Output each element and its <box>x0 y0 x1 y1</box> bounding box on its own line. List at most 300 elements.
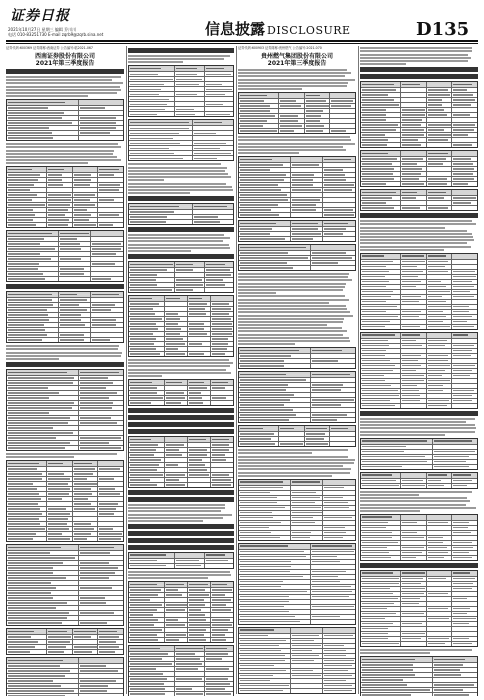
table-cell <box>165 598 188 602</box>
table-cell <box>401 128 427 132</box>
table-row <box>129 220 233 224</box>
table-cell <box>427 592 453 596</box>
table-cell <box>129 646 175 651</box>
table-cell <box>7 277 59 281</box>
section-bar <box>128 254 234 259</box>
table-cell <box>330 432 355 436</box>
table-cell <box>165 483 188 487</box>
table-cell <box>211 302 233 306</box>
table-cell <box>361 546 401 550</box>
table-cell <box>165 396 188 400</box>
table-cell <box>7 640 47 644</box>
table-cell <box>79 664 123 668</box>
table-cell <box>239 383 311 387</box>
table-cell <box>175 87 204 91</box>
table-cell <box>427 515 453 520</box>
table-cell <box>59 318 92 322</box>
table-cell <box>47 173 73 177</box>
table-cell <box>175 97 204 101</box>
text-line <box>128 369 226 371</box>
text-line <box>6 348 118 350</box>
table-cell <box>427 546 453 550</box>
announcement-body <box>6 69 124 696</box>
table-cell <box>427 143 453 147</box>
table-row <box>7 277 123 281</box>
table-cell <box>98 198 123 202</box>
table-cell <box>427 133 453 137</box>
text-line <box>238 69 347 71</box>
table-cell <box>291 168 324 172</box>
table-cell <box>211 463 233 467</box>
table-cell <box>361 587 401 591</box>
table-cell <box>7 126 79 130</box>
table-cell <box>427 295 453 299</box>
section-bar <box>128 422 234 427</box>
table-cell <box>361 270 401 274</box>
table-cell <box>188 468 211 472</box>
table-cell <box>73 198 99 202</box>
table-cell <box>239 372 311 377</box>
masthead-rule-thin <box>6 43 478 44</box>
table-cell <box>427 177 453 181</box>
table-cell <box>98 497 123 501</box>
table-cell <box>361 551 401 555</box>
table-cell <box>79 601 123 605</box>
table-cell <box>323 679 355 683</box>
table-cell <box>175 662 204 666</box>
text-line <box>360 223 476 225</box>
data-table <box>6 99 124 141</box>
table-cell <box>129 77 175 81</box>
table-cell <box>361 118 401 122</box>
table-cell <box>98 522 123 526</box>
table-cell <box>239 526 291 530</box>
table-cell <box>323 501 355 505</box>
column-2 <box>128 46 234 696</box>
table-cell <box>452 556 477 560</box>
table-cell <box>211 483 233 487</box>
table-cell <box>129 141 193 145</box>
text-line <box>6 358 59 360</box>
table-cell <box>401 254 427 259</box>
table-cell <box>205 692 233 696</box>
table-cell <box>311 408 355 412</box>
table-cell <box>361 93 401 97</box>
table-cell <box>323 173 355 177</box>
table-cell <box>129 662 175 666</box>
table-cell <box>73 188 99 192</box>
table-cell <box>73 178 99 182</box>
table-cell <box>129 337 165 341</box>
masthead <box>0 0 484 44</box>
table-cell <box>79 370 123 375</box>
table-cell <box>188 352 211 356</box>
table-cell <box>7 198 47 202</box>
table-cell <box>129 657 175 661</box>
table-cell <box>165 332 188 336</box>
text-line <box>6 76 121 78</box>
table-cell <box>427 93 453 97</box>
table-cell <box>129 437 165 442</box>
table-cell <box>401 587 427 591</box>
table-cell <box>91 338 123 342</box>
table-cell <box>323 511 355 515</box>
text-line <box>238 459 355 461</box>
data-table <box>360 438 478 470</box>
table-cell <box>7 537 47 541</box>
table-cell <box>361 515 401 520</box>
table-cell <box>98 502 123 506</box>
text-line <box>128 170 225 172</box>
table-cell <box>59 338 92 342</box>
table-cell <box>427 118 453 122</box>
table-cell <box>7 416 79 420</box>
table-cell <box>193 131 233 135</box>
table-cell <box>305 432 331 436</box>
table-cell <box>175 672 204 676</box>
table-cell <box>311 383 355 387</box>
table-cell <box>73 223 99 227</box>
table-cell <box>452 602 477 606</box>
text-line <box>238 462 354 464</box>
table-cell <box>73 497 99 501</box>
text-line <box>6 453 117 455</box>
text-line <box>128 183 226 185</box>
table-cell <box>193 220 233 224</box>
table-cell <box>79 621 123 625</box>
table-cell <box>361 157 401 161</box>
table-cell <box>165 638 188 642</box>
table-cell <box>427 98 453 102</box>
table-cell <box>165 307 188 311</box>
table-cell <box>47 178 73 182</box>
table-cell <box>188 337 211 341</box>
text-line <box>128 571 230 573</box>
table-cell <box>323 163 355 167</box>
table-cell <box>188 593 211 597</box>
table-cell <box>361 536 401 540</box>
data-table <box>238 425 356 447</box>
table-cell <box>205 107 233 111</box>
table-cell <box>401 526 427 530</box>
column-1 <box>6 46 124 696</box>
table-cell <box>427 333 453 338</box>
table-cell <box>129 112 175 116</box>
table-cell <box>129 347 165 351</box>
table-cell <box>59 231 92 236</box>
table-cell <box>79 561 123 565</box>
text-line <box>128 176 231 178</box>
table-cell <box>330 114 355 118</box>
table-cell <box>7 581 79 585</box>
section-bar <box>128 227 234 232</box>
table-cell <box>401 556 427 560</box>
table-cell <box>427 404 453 408</box>
table-cell <box>7 576 79 580</box>
table-cell <box>361 642 401 646</box>
data-table <box>128 261 234 293</box>
table-cell <box>452 162 477 166</box>
table-cell <box>323 644 355 648</box>
table-cell <box>59 242 92 246</box>
table-cell <box>129 603 165 607</box>
table-cell <box>175 268 204 272</box>
table-cell <box>291 634 324 638</box>
table-row <box>129 564 233 568</box>
table-row <box>129 156 233 160</box>
table-cell <box>239 634 291 638</box>
table-cell <box>401 473 427 478</box>
table-row <box>7 223 123 227</box>
text-line <box>360 227 445 229</box>
table-cell <box>279 426 305 431</box>
table-cell <box>239 168 291 172</box>
table-cell <box>401 582 427 586</box>
table-cell <box>98 487 123 491</box>
table-cell <box>211 448 233 452</box>
table-cell <box>452 295 477 299</box>
table-cell <box>7 492 47 496</box>
table-row <box>129 483 233 487</box>
table-cell <box>401 541 427 545</box>
table-cell <box>188 618 211 622</box>
text-line <box>360 239 474 241</box>
table-cell <box>279 129 305 133</box>
table-row <box>361 182 477 186</box>
table-cell <box>427 138 453 142</box>
table-cell <box>79 111 123 115</box>
table-cell <box>452 582 477 586</box>
table-cell <box>452 541 477 545</box>
table-cell <box>165 437 188 442</box>
text-line <box>128 577 208 579</box>
table-cell <box>165 401 188 405</box>
table-cell <box>311 575 355 579</box>
table-cell <box>79 396 123 400</box>
table-cell <box>239 104 279 108</box>
table-cell <box>73 492 99 496</box>
text-line <box>6 143 118 145</box>
table-cell <box>291 506 324 510</box>
table-cell <box>7 436 79 440</box>
table-cell <box>361 379 401 383</box>
table-cell <box>311 615 355 619</box>
table-cell <box>7 517 47 521</box>
table-cell <box>59 267 92 271</box>
text-line <box>238 149 346 151</box>
table-cell <box>175 273 204 277</box>
table-cell <box>165 337 188 341</box>
table-cell <box>47 497 73 501</box>
table-cell <box>98 482 123 486</box>
table-cell <box>205 672 233 676</box>
text-line <box>238 152 299 154</box>
table-cell <box>323 496 355 500</box>
table-cell <box>305 109 331 113</box>
table-cell <box>361 108 401 112</box>
table-cell <box>433 450 477 454</box>
table-cell <box>427 571 453 576</box>
table-cell <box>361 310 401 314</box>
table-cell <box>279 104 305 108</box>
table-cell <box>401 133 427 137</box>
text-line <box>360 421 466 423</box>
text-line <box>238 315 353 317</box>
table-cell <box>91 277 123 281</box>
table-cell <box>401 333 427 338</box>
table-cell <box>239 208 291 212</box>
table-cell <box>291 203 324 207</box>
table-cell <box>193 204 233 209</box>
table-cell <box>401 622 427 626</box>
table-cell <box>401 275 427 279</box>
table-cell <box>401 617 427 621</box>
table-cell <box>427 473 453 478</box>
table-cell <box>129 553 175 558</box>
table-cell <box>129 458 165 462</box>
table-cell <box>452 98 477 102</box>
table-cell <box>361 602 401 606</box>
table-cell <box>401 295 427 299</box>
table-cell <box>79 684 123 688</box>
table-cell <box>361 275 401 279</box>
table-cell <box>79 571 123 575</box>
text-line <box>128 240 223 242</box>
text-line <box>238 305 346 307</box>
table-cell <box>323 486 355 490</box>
table-cell <box>361 113 401 117</box>
table-cell <box>427 167 453 171</box>
section-bar <box>360 213 478 218</box>
table-cell <box>361 571 401 576</box>
table-cell <box>79 689 123 693</box>
table-cell <box>129 146 193 150</box>
text-line <box>238 72 351 74</box>
table-cell <box>401 108 427 112</box>
table-cell <box>79 556 123 560</box>
table-cell <box>188 453 211 457</box>
table-cell <box>129 582 165 587</box>
table-cell <box>47 183 73 187</box>
table-cell <box>91 323 123 327</box>
announcement-header <box>6 53 124 67</box>
table-cell <box>361 325 401 329</box>
table-cell <box>239 157 291 162</box>
table-cell <box>79 611 123 615</box>
table-cell <box>239 251 311 255</box>
table-cell <box>401 315 427 319</box>
table-cell <box>323 649 355 653</box>
text-line <box>128 359 229 361</box>
table-cell <box>427 82 453 87</box>
table-cell <box>188 458 211 462</box>
table-cell <box>7 650 47 654</box>
table-cell <box>73 507 99 511</box>
table-cell <box>401 138 427 142</box>
table-cell <box>79 411 123 415</box>
table-cell <box>7 571 79 575</box>
table-cell <box>452 113 477 117</box>
text-line <box>238 334 343 336</box>
table-cell <box>79 694 123 696</box>
table-cell <box>7 411 79 415</box>
table-cell <box>47 461 73 466</box>
text-line <box>360 491 472 493</box>
table-cell <box>211 458 233 462</box>
table-cell <box>79 401 123 405</box>
table-cell <box>129 448 165 452</box>
table-cell <box>73 472 99 476</box>
report-title: 2021年第三季度报告 <box>267 60 327 67</box>
table-cell <box>79 106 123 110</box>
section-bar <box>6 284 124 289</box>
table-cell <box>305 437 331 441</box>
table-cell <box>129 478 165 482</box>
table-cell <box>129 473 165 477</box>
table-cell <box>129 82 175 86</box>
section-bar <box>128 48 234 53</box>
table-cell <box>361 172 401 176</box>
table-cell <box>165 468 188 472</box>
table-cell <box>205 657 233 661</box>
table-cell <box>129 391 165 395</box>
table-cell <box>401 349 427 353</box>
table-cell <box>311 560 355 564</box>
table-cell <box>47 522 73 526</box>
table-cell <box>98 467 123 471</box>
table-cell <box>311 364 355 368</box>
data-table <box>128 436 234 488</box>
text-line <box>128 58 224 60</box>
table-cell <box>291 654 324 658</box>
table-cell <box>165 312 188 316</box>
text-line <box>6 153 113 155</box>
table-cell <box>401 399 427 403</box>
table-cell <box>311 550 355 554</box>
table-cell <box>361 290 401 294</box>
table-cell <box>323 516 355 520</box>
table-cell <box>7 242 59 246</box>
table-cell <box>129 262 175 267</box>
table-cell <box>291 628 324 633</box>
table-cell <box>433 439 477 444</box>
table-cell <box>188 312 211 316</box>
table-cell <box>59 272 92 276</box>
table-cell <box>427 182 453 186</box>
table-cell <box>129 92 175 96</box>
column-divider <box>126 46 127 694</box>
table-cell <box>98 507 123 511</box>
table-cell <box>452 254 477 259</box>
table-cell <box>427 531 453 535</box>
table-cell <box>427 479 453 483</box>
table-cell <box>59 298 92 302</box>
table-cell <box>427 369 453 373</box>
table-cell <box>291 521 324 525</box>
table-cell <box>452 597 477 601</box>
table-cell <box>401 597 427 601</box>
table-cell <box>79 431 123 435</box>
text-line <box>238 340 350 342</box>
table-cell <box>291 531 324 535</box>
text-line <box>238 321 343 323</box>
table-cell <box>291 684 324 688</box>
text-line <box>6 456 74 458</box>
table-cell <box>433 657 477 662</box>
table-cell <box>165 391 188 395</box>
table-cell <box>239 193 291 197</box>
table-cell <box>401 88 427 92</box>
